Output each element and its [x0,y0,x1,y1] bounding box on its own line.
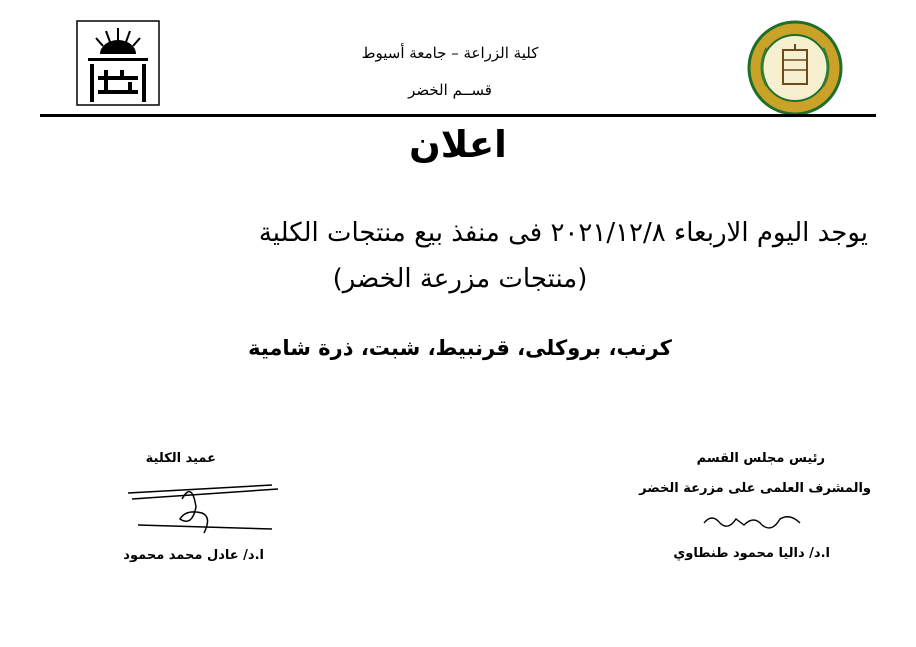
announcement-line-2: (منتجات مزرعة الخضر) [332,264,588,294]
department-head-name: ا.د/ داليا محمود طنطاوي [673,546,830,561]
products-list: كرنب، بروكلى، قرنبيط، شبت، ذرة شامية [248,336,672,360]
farm-supervisor-title: والمشرف العلمى على مزرعة الخضر [639,481,871,496]
header-divider [40,114,876,117]
dean-name: ا.د/ عادل محمد محمود [123,548,264,563]
dean-title: عميد الكلية [145,451,216,466]
faculty-of-agriculture-logo [747,20,843,116]
announcement-title: اعلان [409,123,507,166]
faculty-line: كلية الزراعة – جامعة أسيوط [361,44,539,62]
announcement-line-1: يوجد اليوم الاربعاء ٢٠٢١/١٢/٨ فى منفذ بيع منتجات الكلية [258,218,868,248]
dean-signature [122,477,302,545]
department-head-title: رئيس مجلس القسم [696,451,825,466]
department-line: قســم الخضر [408,81,492,99]
department-head-signature [700,505,810,535]
assiut-university-logo [76,20,160,106]
